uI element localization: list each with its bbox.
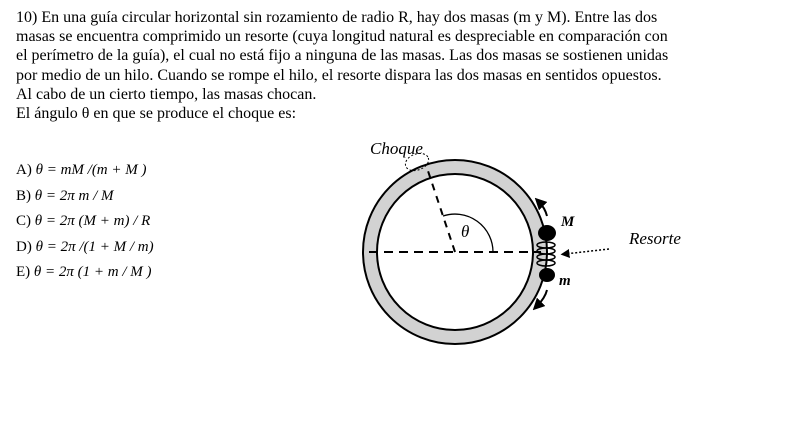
mass-M: [538, 225, 556, 241]
option-formula: θ = 2π /(1 + M / m): [35, 238, 154, 255]
problem-line: masas se encuentra comprimido un resorte (cuya longitud natural es despreciable en comparación con: [16, 28, 668, 46]
problem-statement: [16, 8, 778, 123]
label-choque: Choque: [370, 139, 423, 158]
option-letter: C): [16, 213, 31, 229]
mass-m: [539, 268, 555, 282]
figure-svg: [355, 130, 715, 430]
option-b: [16, 184, 154, 210]
label-m: m: [559, 273, 571, 289]
label-theta: θ: [461, 222, 470, 241]
option-letter: A): [16, 162, 32, 178]
label-M: M: [561, 214, 575, 230]
problem-line: Al cabo de un cierto tiempo, las masas chocan.: [16, 85, 317, 103]
option-letter: E): [16, 264, 31, 280]
problem-line: por medio de un hilo. Cuando se rompe el hilo, el resorte dispara las dos masas en sentidos opuestos.: [16, 66, 662, 84]
problem-line: el perímetro de la guía), el cual no está fijo a ninguna de las masas. Las dos masas se sostienen unidas: [16, 47, 669, 65]
option-formula: θ = mM /(m + M ): [35, 162, 147, 178]
arrow-up-icon: [539, 202, 547, 216]
option-formula: θ = 2π (1 + m / M ): [33, 264, 152, 280]
option-formula: θ = 2π (M + m) / R: [34, 213, 151, 229]
option-d: [16, 235, 154, 261]
option-c: [16, 209, 154, 235]
resorte-pointer: [565, 249, 609, 254]
option-e: [16, 260, 154, 286]
label-resorte: Resorte: [629, 229, 681, 248]
problem-line: 10) En una guía circular horizontal sin rozamiento de radio R, hay dos masas (m y M). Entre las dos: [16, 9, 658, 26]
answer-options: [16, 158, 154, 286]
option-formula: θ = 2π m / M: [34, 187, 114, 204]
circular-guide-figure: [355, 130, 715, 430]
problem-question: El ángulo θ en que se produce el choque es:: [16, 105, 297, 123]
option-a: [16, 158, 154, 184]
option-letter: B): [16, 187, 31, 204]
option-letter: D): [16, 238, 32, 255]
